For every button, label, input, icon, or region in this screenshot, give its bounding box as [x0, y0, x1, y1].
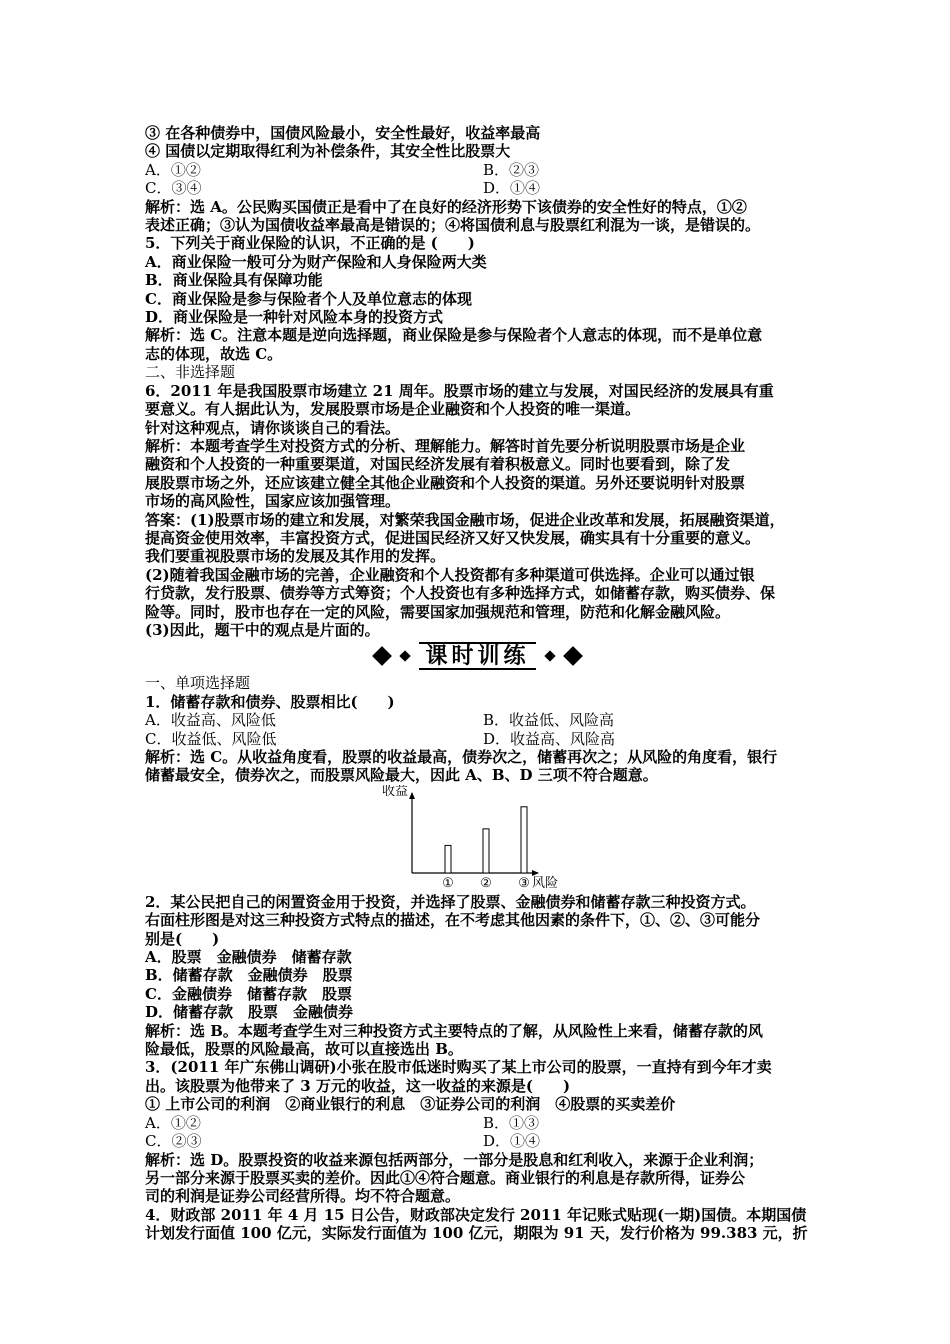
p3-stem-line: 3．(2011 年广东佛山调研)小张在股市低迷时购买了某上市公司的股票，一直持有到今年才卖: [145, 1058, 772, 1077]
q6-answer-line: 我们要重视股票市场的发展及其作用的发挥。: [145, 547, 446, 566]
p3-option-d: D．①④: [483, 1132, 541, 1151]
x-tick-label: ②: [480, 875, 492, 891]
p1-analysis-line: 解析：选 C。从收益角度看，股票的收益最高，债券次之，储蓄再次之；从风险的角度看，银行: [145, 748, 778, 766]
bar: [521, 807, 527, 873]
q6-analysis-line: 展股票市场之外，还应该建立健全其他企业融资和个人投资的渠道。另外还要说明针对股票: [145, 473, 746, 492]
q4-option-d: D．①④: [483, 179, 541, 198]
p1-option-a: A．收益高、风险低: [145, 711, 276, 730]
p3-analysis-line: 司的利润是证券公司经营所得。均不符合题意。: [145, 1187, 461, 1206]
q6-answer-line: 提高资金使用效率，丰富投资方式，促进国民经济又好又快发展，确实具有十分重要的意义。: [145, 528, 761, 547]
q6-stem-line: 针对这种观点，请你谈谈自己的看法。: [145, 418, 401, 437]
p2-option-d: D．储蓄存款 股票 金融债券: [145, 1003, 354, 1022]
p2-stem-line: 2．某公民把自己的闲置资金用于投资，并选择了股票、金融债券和储蓄存款三种投资方式。: [145, 892, 756, 911]
q5-option-d: D．商业保险是一种针对风险本身的投资方式: [145, 308, 444, 327]
q4-analysis-line: 解析：选 A。公民购买国债正是看中了在良好的经济形势下该债券的安全性好的特点，①②: [145, 197, 747, 216]
x-tick-label: ③: [518, 875, 530, 891]
p3-analysis-line: 另一部分来源于股票买卖的差价。因此①④符合题意。商业银行的利息是存款所得，证券公: [145, 1168, 746, 1187]
diamond-icon: [563, 646, 583, 666]
q6-analysis-line: 融资和个人投资的一种重要渠道，对国民经济发展有着积极意义。同时也要看到，除了发: [145, 455, 731, 474]
q5-stem: 5．下列关于商业保险的认识，不正确的是 ( ): [145, 234, 475, 253]
q6-answer-line: 险等。同时，股市也存在一定的风险，需要国家加强规范和管理，防范和化解金融风险。: [145, 602, 731, 621]
q5-analysis-line: 解析：选 C。注意本题是逆向选择题，商业保险是参与保险者个人意志的体现，而不是单位意: [145, 326, 763, 345]
y-axis-arrow: [409, 792, 415, 799]
p3-options-row-1: [145, 1114, 810, 1132]
p1-stem: 1．储蓄存款和债券、股票相比( ): [145, 692, 395, 711]
p3-stem-line: ① 上市公司的利润 ②商业银行的利息 ③证券公司的利润 ④股票的买卖差价: [145, 1095, 676, 1114]
q6-stem-line: 6．2011 年是我国股票市场建立 21 周年。股票市场的建立与发展，对国民经济的发展具有重: [145, 381, 774, 400]
practice-banner: [145, 641, 810, 671]
bar: [483, 829, 489, 873]
q6-analysis-line: 市场的高风险性，国家应该加强管理。: [145, 492, 401, 511]
q4-option-b: B．②③: [483, 160, 540, 179]
p2-option-a: A．股票 金融债券 储蓄存款: [145, 948, 352, 967]
p1-analysis-line: 储蓄最安全，债券次之，而股票风险最大，因此 A、B、D 三项不符合题意。: [145, 766, 658, 785]
q6-answer-line: (3)因此，题干中的观点是片面的。: [145, 620, 380, 639]
section-1-title: 一、单项选择题: [145, 674, 251, 693]
p2-analysis-line: 解析：选 B。本题考查学生对三种投资方式主要特点的了解，从风险性上来看，储蓄存款的风: [145, 1021, 763, 1040]
q4-options-row-2: [145, 179, 810, 197]
q4-options-row-1: [145, 161, 810, 179]
banner-title: 课时训练: [419, 642, 535, 670]
p3-option-a: A．①②: [145, 1113, 201, 1132]
q5-analysis-line: 志的体现，故选 C。: [145, 344, 283, 363]
q6-analysis-line: 解析：本题考查学生对投资方式的分析、理解能力。解答时首先要分析说明股票市场是企业: [145, 436, 746, 455]
p2-option-c: C．金融债券 储蓄存款 股票: [145, 984, 352, 1003]
statement-4: ④ 国债以定期取得红利为补偿条件，其安全性比股票大: [145, 142, 511, 161]
diamond-icon: [373, 646, 393, 666]
q6-answer-line: 答案：(1)股票市场的建立和发展，对繁荣我国金融市场，促进企业改革和发展，拓展融资渠道，: [145, 510, 785, 529]
p4-stem-line: 4．财政部 2011 年 4 月 15 日公告，财政部决定发行 2011 年记账式贴现(一期)国债。本期国债: [145, 1205, 807, 1224]
p3-option-c: C．②③: [145, 1132, 202, 1151]
q5-option-a: A．商业保险一般可分为财产保险和人身保险两大类: [145, 252, 487, 271]
bar-chart-svg: [370, 785, 590, 893]
p1-option-b: B．收益低、风险高: [483, 711, 615, 730]
q6-answer-line: (2)随着我国金融市场的完善，企业融资和个人投资都有多种渠道可供选择。企业可以通过银: [145, 565, 755, 584]
q5-option-b: B．商业保险具有保障功能: [145, 271, 323, 290]
q4-analysis-line: 表述正确；③认为国债收益率最高是错误的；④将国债利息与股票红利混为一谈，是错误的。: [145, 216, 761, 235]
p1-options-row-2: [145, 730, 810, 748]
x-tick-label: ①: [442, 875, 454, 891]
p1-options-row-1: [145, 711, 810, 729]
p2-analysis-line: 险最低，股票的风险最高，故可以直接选出 B。: [145, 1040, 463, 1059]
y-axis-label: 收益: [381, 784, 408, 799]
p3-stem-line: 出。该股票为他带来了 3 万元的收益，这一收益的来源是( ): [145, 1076, 571, 1095]
p1-option-c: C．收益低、风险低: [145, 729, 277, 748]
bar: [445, 845, 451, 873]
section-2-title: 二、非选择题: [145, 363, 236, 382]
q5-option-c: C．商业保险是参与保险者个人及单位意志的体现: [145, 289, 472, 308]
p2-stem-line: 别是( ): [145, 929, 220, 948]
q4-option-c: C．③④: [145, 179, 202, 198]
p2-stem-line: 右面柱形图是对这三种投资方式特点的描述，在不考虑其他因素的条件下，①、②、③可能分: [145, 911, 761, 930]
statement-3: ③ 在各种债券中，国债风险最小，安全性最好，收益率最高: [145, 124, 541, 142]
q6-answer-line: 行贷款，发行股票、债券等方式筹资；个人投资也有多种选择方式，如储蓄存款，购买债券、保: [145, 584, 776, 603]
p3-option-b: B．①③: [483, 1113, 540, 1132]
p3-analysis-line: 解析：选 D。股票投资的收益来源包括两部分，一部分是股息和红利收入，来源于企业利润；: [145, 1150, 764, 1169]
x-axis-label: 风险: [532, 875, 559, 891]
p2-option-b: B．储蓄存款 金融债券 股票: [145, 966, 353, 985]
p1-option-d: D．收益高、风险高: [483, 729, 616, 748]
risk-return-chart: [145, 785, 810, 893]
p4-stem-line: 计划发行面值 100 亿元，实际发行面值为 100 亿元，期限为 91 天，发行价格为 99.383 元，折: [145, 1224, 808, 1243]
q6-stem-line: 要意义。有人据此认为，发展股票市场是企业融资和个人投资的唯一渠道。: [145, 400, 641, 419]
diamond-icon: [400, 651, 411, 662]
document-page: [145, 124, 810, 1243]
p3-options-row-2: [145, 1132, 810, 1150]
q4-option-a: A．①②: [145, 160, 201, 179]
diamond-icon: [544, 651, 555, 662]
